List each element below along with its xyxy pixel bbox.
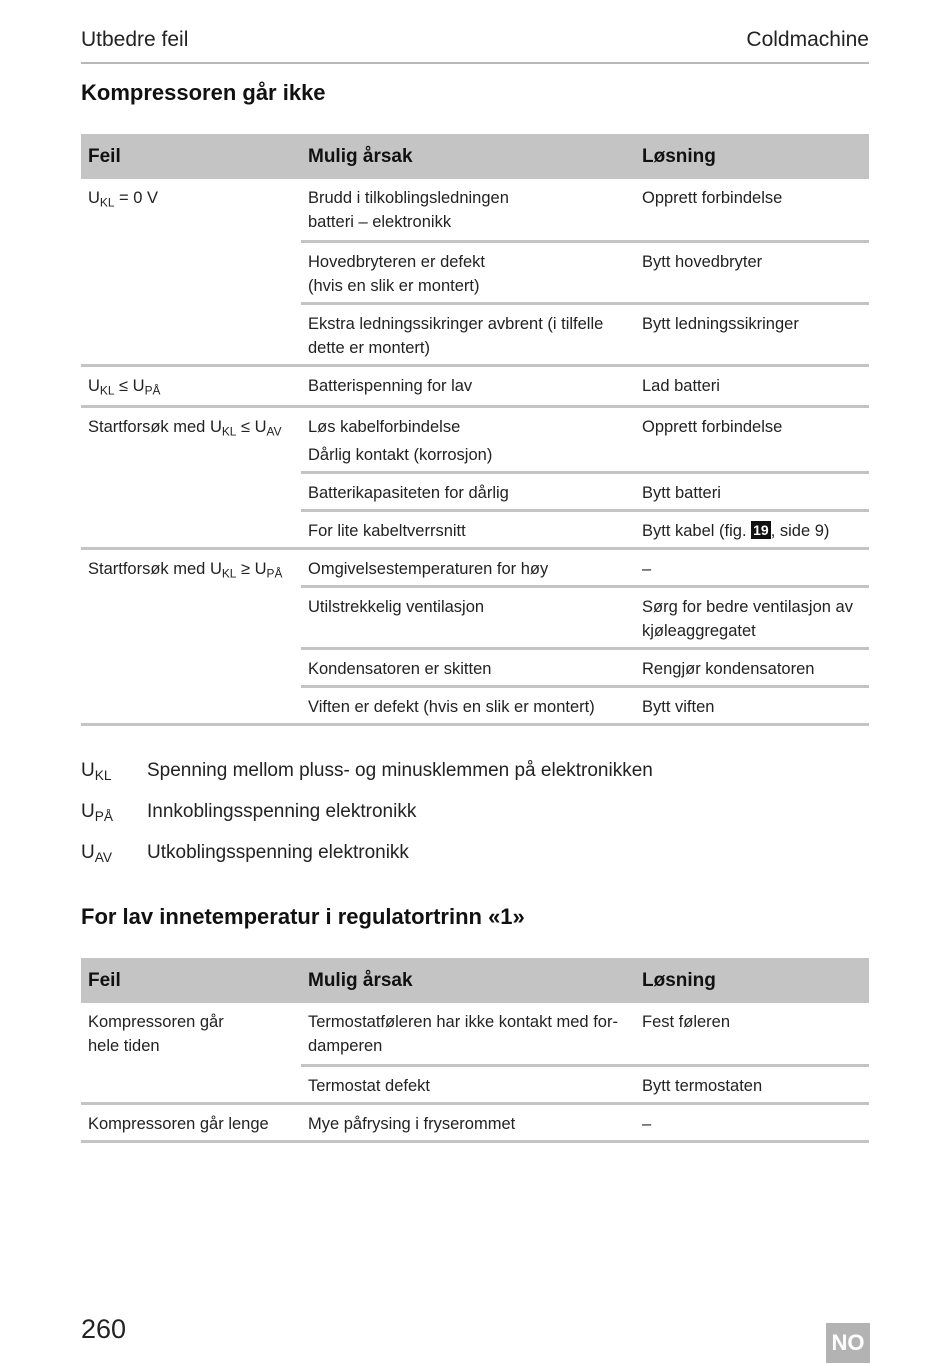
table-row: [81, 1103, 869, 1141]
cause-cell: Utilstrekkelig ventilasjon: [301, 586, 635, 648]
solution-cell: Rengjør kondensatoren: [635, 648, 869, 686]
solution-cell: Bytt termostaten: [635, 1065, 869, 1103]
cause-cell: Kondensatoren er skitten: [301, 648, 635, 686]
fault-cell: Startforsøk med $U_{KL} \ge U_{PÅ}$: [81, 548, 301, 724]
column-header-solution: Løsning: [635, 134, 869, 179]
solution-cell: –: [635, 1103, 869, 1141]
language-badge: NO: [826, 1323, 870, 1363]
solution-cell: Bytt kabel (fig. 19 , side 9): [635, 510, 869, 548]
cause-cell: Hovedbryteren er defekt (hvis en slik er montert): [301, 241, 635, 303]
solution-cell: Opprett forbindelse: [635, 406, 869, 472]
table-header-row: [81, 134, 869, 179]
solution-cell: –: [635, 548, 869, 586]
section-title-low-temperature: For lav innetemperatur i regulatortrinn «1»: [81, 904, 525, 929]
cause-cell: Brudd i tilkoblingsledningen batteri – elektronikk: [301, 179, 635, 241]
cause-cell: Batterikapasiteten for dårlig: [301, 472, 635, 510]
symbol-legend: [81, 760, 653, 883]
cause-cell: Løs kabelforbindelse Dårlig kontakt (korrosjon): [301, 406, 635, 472]
legend-symbol: $U_{PÅ}$: [81, 801, 113, 824]
fault-cell: $U_{KL} \le U_{PÅ}$: [81, 365, 301, 406]
column-header-cause: Mulig årsak: [301, 958, 635, 1003]
solution-cell: Sørg for bedre ventilasjon av kjøleaggregatet: [635, 586, 869, 648]
cause-cell: Ekstra ledningssikringer avbrent (i tilfelle dette er montert): [301, 303, 635, 365]
cause-cell: Termostat defekt: [301, 1065, 635, 1103]
column-header-cause: Mulig årsak: [301, 134, 635, 179]
page-number: 260: [81, 1314, 127, 1344]
table-row: [81, 365, 869, 406]
figure-reference-badge[interactable]: 19: [753, 521, 769, 538]
fault-text: $U_{KL} = 0$ V: [88, 189, 159, 210]
cause-cell: Viften er defekt (hvis en slik er montert): [301, 686, 635, 724]
table-row: [81, 1003, 869, 1065]
table-header-row: [81, 958, 869, 1003]
legend-text: Spenning mellom pluss- og minusklemmen på elektronikken: [147, 760, 653, 781]
solution-cell: Opprett forbindelse: [635, 179, 869, 241]
legend-symbol: $U_{KL}$: [81, 760, 112, 783]
cause-cell: Batterispenning for lav: [301, 365, 635, 406]
fault-cell: Startforsøk med $U_{KL} \le U_{AV}$: [81, 406, 301, 548]
solution-cell: Lad batteri: [635, 365, 869, 406]
table-row: [81, 179, 869, 241]
legend-item: [81, 842, 653, 883]
header-chapter: Utbedre feil: [81, 28, 189, 51]
fault-cell: Kompressoren går hele tiden: [81, 1003, 301, 1103]
troubleshooting-table-compressor: [81, 134, 869, 726]
fault-cell: [81, 179, 301, 365]
column-header-solution: Løsning: [635, 958, 869, 1003]
cause-cell: Termostatføleren har ikke kontakt med for- damperen: [301, 1003, 635, 1065]
cause-cell: For lite kabeltverrsnitt: [301, 510, 635, 548]
table-row: [81, 548, 869, 586]
solution-cell: Fest føleren: [635, 1003, 869, 1065]
cause-cell: Omgivelsestemperaturen for høy: [301, 548, 635, 586]
legend-text: Utkoblingsspenning elektronikk: [147, 842, 409, 863]
solution-cell: Bytt viften: [635, 686, 869, 724]
legend-item: [81, 801, 653, 842]
legend-item: [81, 760, 653, 801]
header-product: Coldmachine: [746, 28, 869, 51]
solution-cell: Bytt hovedbryter: [635, 241, 869, 303]
table-row: [81, 406, 869, 472]
page-header: [81, 28, 869, 64]
column-header-fault: Feil: [81, 958, 301, 1003]
fault-cell: Kompressoren går lenge: [81, 1103, 301, 1141]
solution-cell: Bytt batteri: [635, 472, 869, 510]
legend-text: Innkoblingsspenning elektronikk: [147, 801, 417, 822]
legend-symbol: $U_{AV}$: [81, 842, 112, 865]
cause-cell: Mye påfrysing i fryserommet: [301, 1103, 635, 1141]
column-header-fault: Feil: [81, 134, 301, 179]
solution-cell: Bytt ledningssikringer: [635, 303, 869, 365]
section-title-compressor: Kompressoren går ikke: [81, 80, 326, 105]
troubleshooting-table-low-temperature: [81, 958, 869, 1143]
